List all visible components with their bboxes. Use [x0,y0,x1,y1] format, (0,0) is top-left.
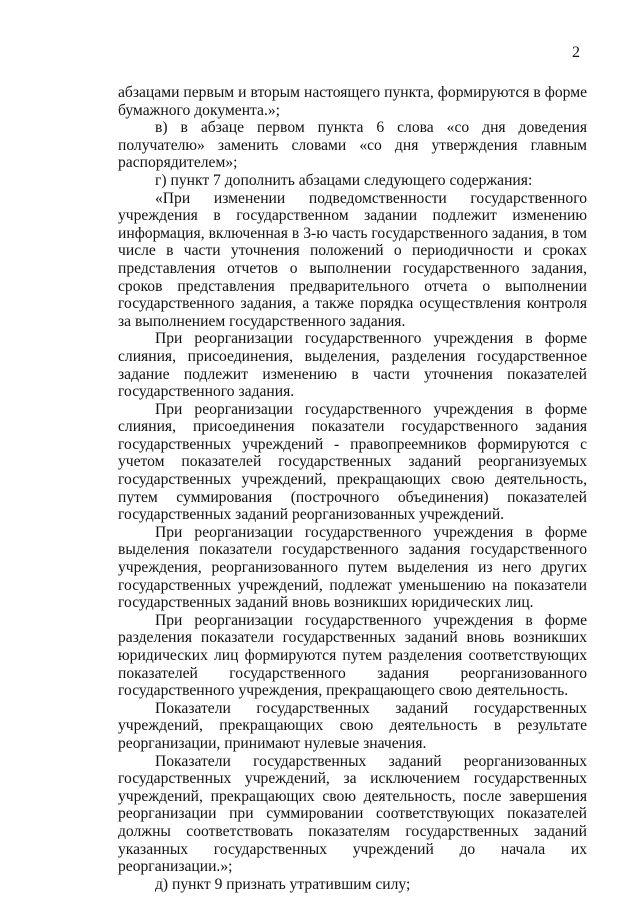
paragraph: Показатели государственных заданий реорганизованных государственных учреждений, за исключением государственных учреждений, прекращающих свою деятельность, после завершения реорганизации при суммировании соответствующих показателей должны соответствовать показателям государственных заданий указанных государственных учреждений до начала их реорганизации.»; [118,752,587,876]
paragraph: При реорганизации государственного учреждения в форме слияния, присоединения показатели государственного задания государственных учреждений - правопреемников формируются с учетом показателей государственных заданий реорганизуемых государственных учреждений, прекращающих свою деятельность, путем суммирования (построчного объединения) показателей государственных заданий реорганизованных учреждений. [118,400,587,524]
page-number: 2 [572,44,580,61]
paragraph: г) пункт 7 дополнить абзацами следующего содержания: [155,171,533,189]
paragraph: «При изменении подведомственности государственного учреждения в государственном задании подлежит изменению информация, включенная в 3-ю часть государственного задания, в том числе в части уточнения положений о периодичности и сроках представления отчетов о выполнении государственного задания, сроков представления предварительного отчета о выполнении государственного задания, а также порядка осуществления контроля за выполнением государственного задания. [118,189,587,330]
paragraph: При реорганизации государственного учреждения в форме слияния, присоединения, выделения, разделения государственное задание подлежит изменению в части уточнения показателей государственного задания. [118,330,587,401]
paragraph: д) пункт 9 признать утратившим силу; [155,875,411,893]
paragraph: Показатели государственных заданий государственных учреждений, прекращающих свою деятельность в результате реорганизации, принимают нулевые значения. [118,699,587,752]
paragraph: При реорганизации государственного учреждения в форме разделения показатели государственных заданий вновь возникших юридических лиц формируются путем разделения соответствующих показателей государственного задания реорганизованного государственного учреждения, прекращающего свою деятельность. [118,611,587,700]
paragraph: При реорганизации государственного учреждения в форме выделения показатели государственного задания государственного учреждения, реорганизованного путем выделения из него других государственных учреждений, подлежат уменьшению на показатели государственных заданий вновь возникших юридических лиц. [118,523,587,612]
paragraph: абзацами первым и вторым настоящего пункта, формируются в форме бумажного документа.»; [118,84,587,119]
document-body [118,84,587,893]
paragraph: в) в абзаце первом пункта 6 слова «со дня доведения получателю» заменить словами «со дня утверждения главным распорядителем»; [118,119,587,172]
